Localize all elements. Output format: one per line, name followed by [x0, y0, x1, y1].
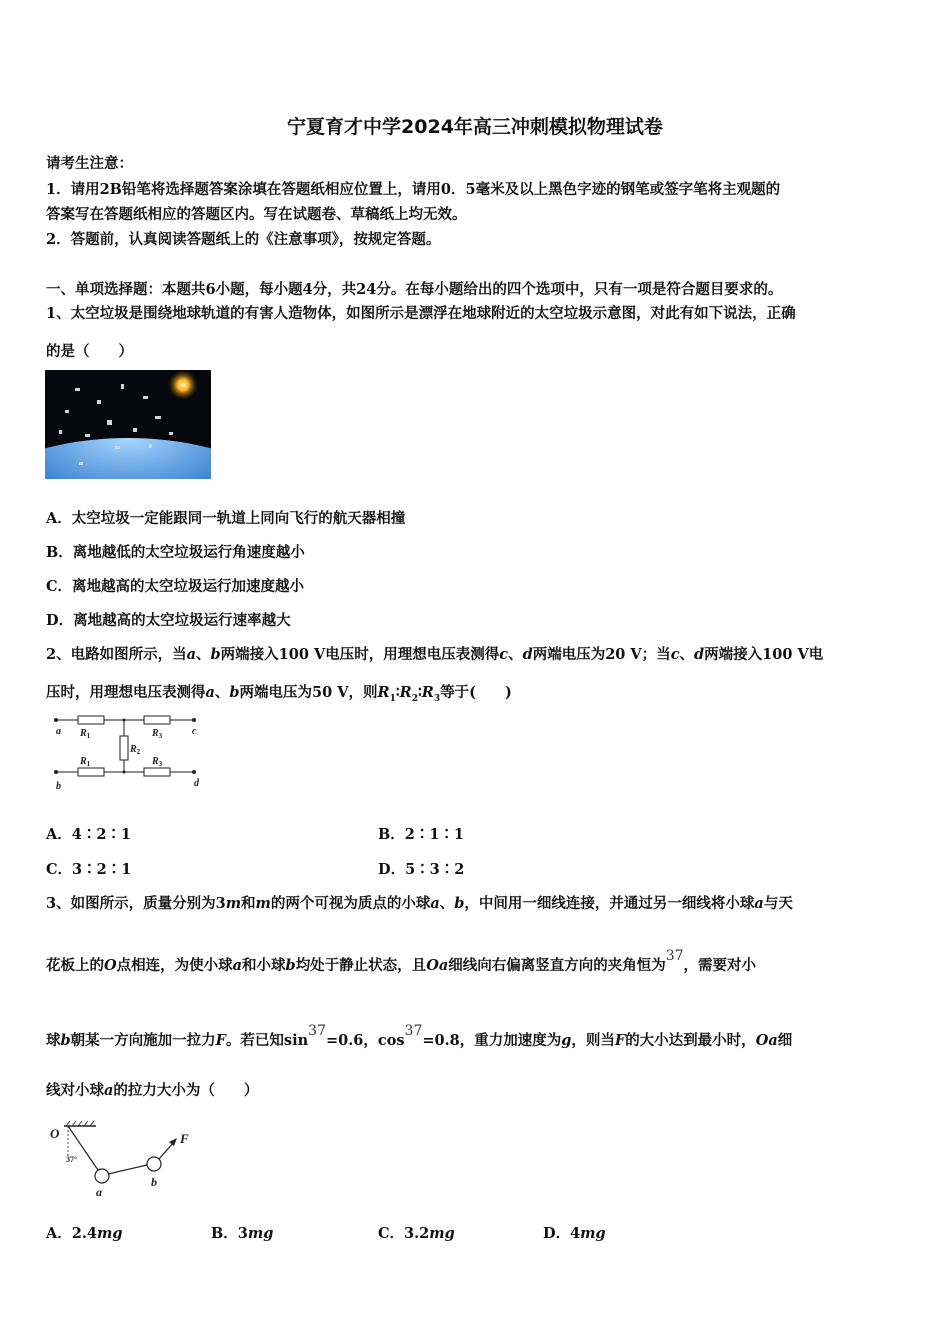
q1-option-b[interactable]: B．离地越低的太空垃圾运行角速度越小 [46, 544, 305, 561]
notice-line-1: 1．请用2B铅笔将选择题答案涂填在答题纸相应位置上，请用0．5毫米及以上黑色字迹的钢笔或签字笔将主观题的 [46, 181, 781, 198]
section-heading: 一、单项选择题：本题共6小题，每小题4分，共24分。在每小题给出的四个选项中，只有一项是符合题目要求的。 [46, 281, 783, 298]
terminal-a: a [56, 726, 61, 737]
label-angle: 37° [66, 1155, 78, 1164]
label-force-f: F [180, 1131, 189, 1146]
label-ball-a: a [96, 1185, 102, 1199]
q1-stem-line-2: 的是（ ） [46, 343, 133, 360]
notice-line-3: 2．答题前，认真阅读答题纸上的《注意事项》，按规定答题。 [46, 231, 441, 248]
pendulum-figure [46, 1118, 206, 1204]
q2-option-c[interactable]: C．3∶2∶1 [46, 861, 132, 878]
q3-option-a[interactable]: A．2.4mg [46, 1225, 123, 1242]
terminal-c: c [192, 726, 197, 737]
label-o: O [50, 1126, 60, 1141]
q2-option-a[interactable]: A．4∶2∶1 [46, 826, 132, 843]
circuit-diagram [48, 710, 208, 795]
q2-stem-line-1: 2、电路如图所示，当a、b两端接入100 V电压时，用理想电压表测得c、d两端电压为20 V；当c、d两端接入100 V电 [46, 646, 824, 663]
label-r3-bottom: $R_3$ [152, 756, 163, 768]
label-r1-top: $R_1$ [80, 728, 91, 740]
q1-option-d[interactable]: D．离地越高的太空垃圾运行速率越大 [46, 612, 291, 629]
q3-option-c[interactable]: C．3.2mg [378, 1225, 455, 1242]
q3-stem-line-1: 3、如图所示，质量分别为3m和m的两个可视为质点的小球a、b，中间用一细线连接，并通过另一细线将小球a与天 [46, 895, 793, 912]
label-r1-bottom: $R_1$ [80, 756, 91, 768]
q2-option-b[interactable]: B．2∶1∶1 [378, 826, 465, 843]
q1-option-c[interactable]: C．离地越高的太空垃圾运行加速度越小 [46, 578, 305, 595]
q2-option-d[interactable]: D．5∶3∶2 [378, 861, 465, 878]
space-debris-image [45, 370, 211, 479]
notice-heading: 请考生注意： [46, 155, 133, 172]
label-r3-top: $R_3$ [152, 728, 163, 740]
label-ball-b: b [151, 1175, 157, 1189]
q3-stem-line-2: 花板上的O点相连，为使小球a和小球b均处于静止状态，且Oa细线向右偏离竖直方向的夹角恒为37，需要对小 [46, 948, 757, 974]
notice-line-2: 答案写在答题纸相应的答题区内。写在试题卷、草稿纸上均无效。 [46, 206, 467, 223]
q1-option-a[interactable]: A．太空垃圾一定能跟同一轨道上同向飞行的航天器相撞 [46, 510, 406, 527]
terminal-d: d [194, 778, 199, 789]
q1-stem-line-1: 1、太空垃圾是围绕地球轨道的有害人造物体，如图所示是漂浮在地球附近的太空垃圾示意图，对此有如下说法，正确 [46, 305, 796, 322]
q2-stem-line-2: 压时，用理想电压表测得a、b两端电压为50 V，则$R_1∶R_2∶R_3$等于( ) [46, 684, 512, 704]
q3-option-b[interactable]: B．3mg [211, 1225, 274, 1242]
terminal-b: b [56, 781, 61, 792]
label-r2: $R_2$ [130, 744, 141, 756]
q3-stem-line-3: 球b朝某一方向施加一拉力F。若已知sin37=0.6，cos37=0.8，重力加速度为g，则当F的大小达到最小时，Oa细 [46, 1023, 793, 1049]
page-title: 宁夏育才中学2024年高三冲刺模拟物理试卷 [287, 116, 663, 138]
q3-option-d[interactable]: D．4mg [543, 1225, 606, 1242]
q3-stem-line-4: 线对小球a的拉力大小为（ ） [46, 1082, 259, 1099]
